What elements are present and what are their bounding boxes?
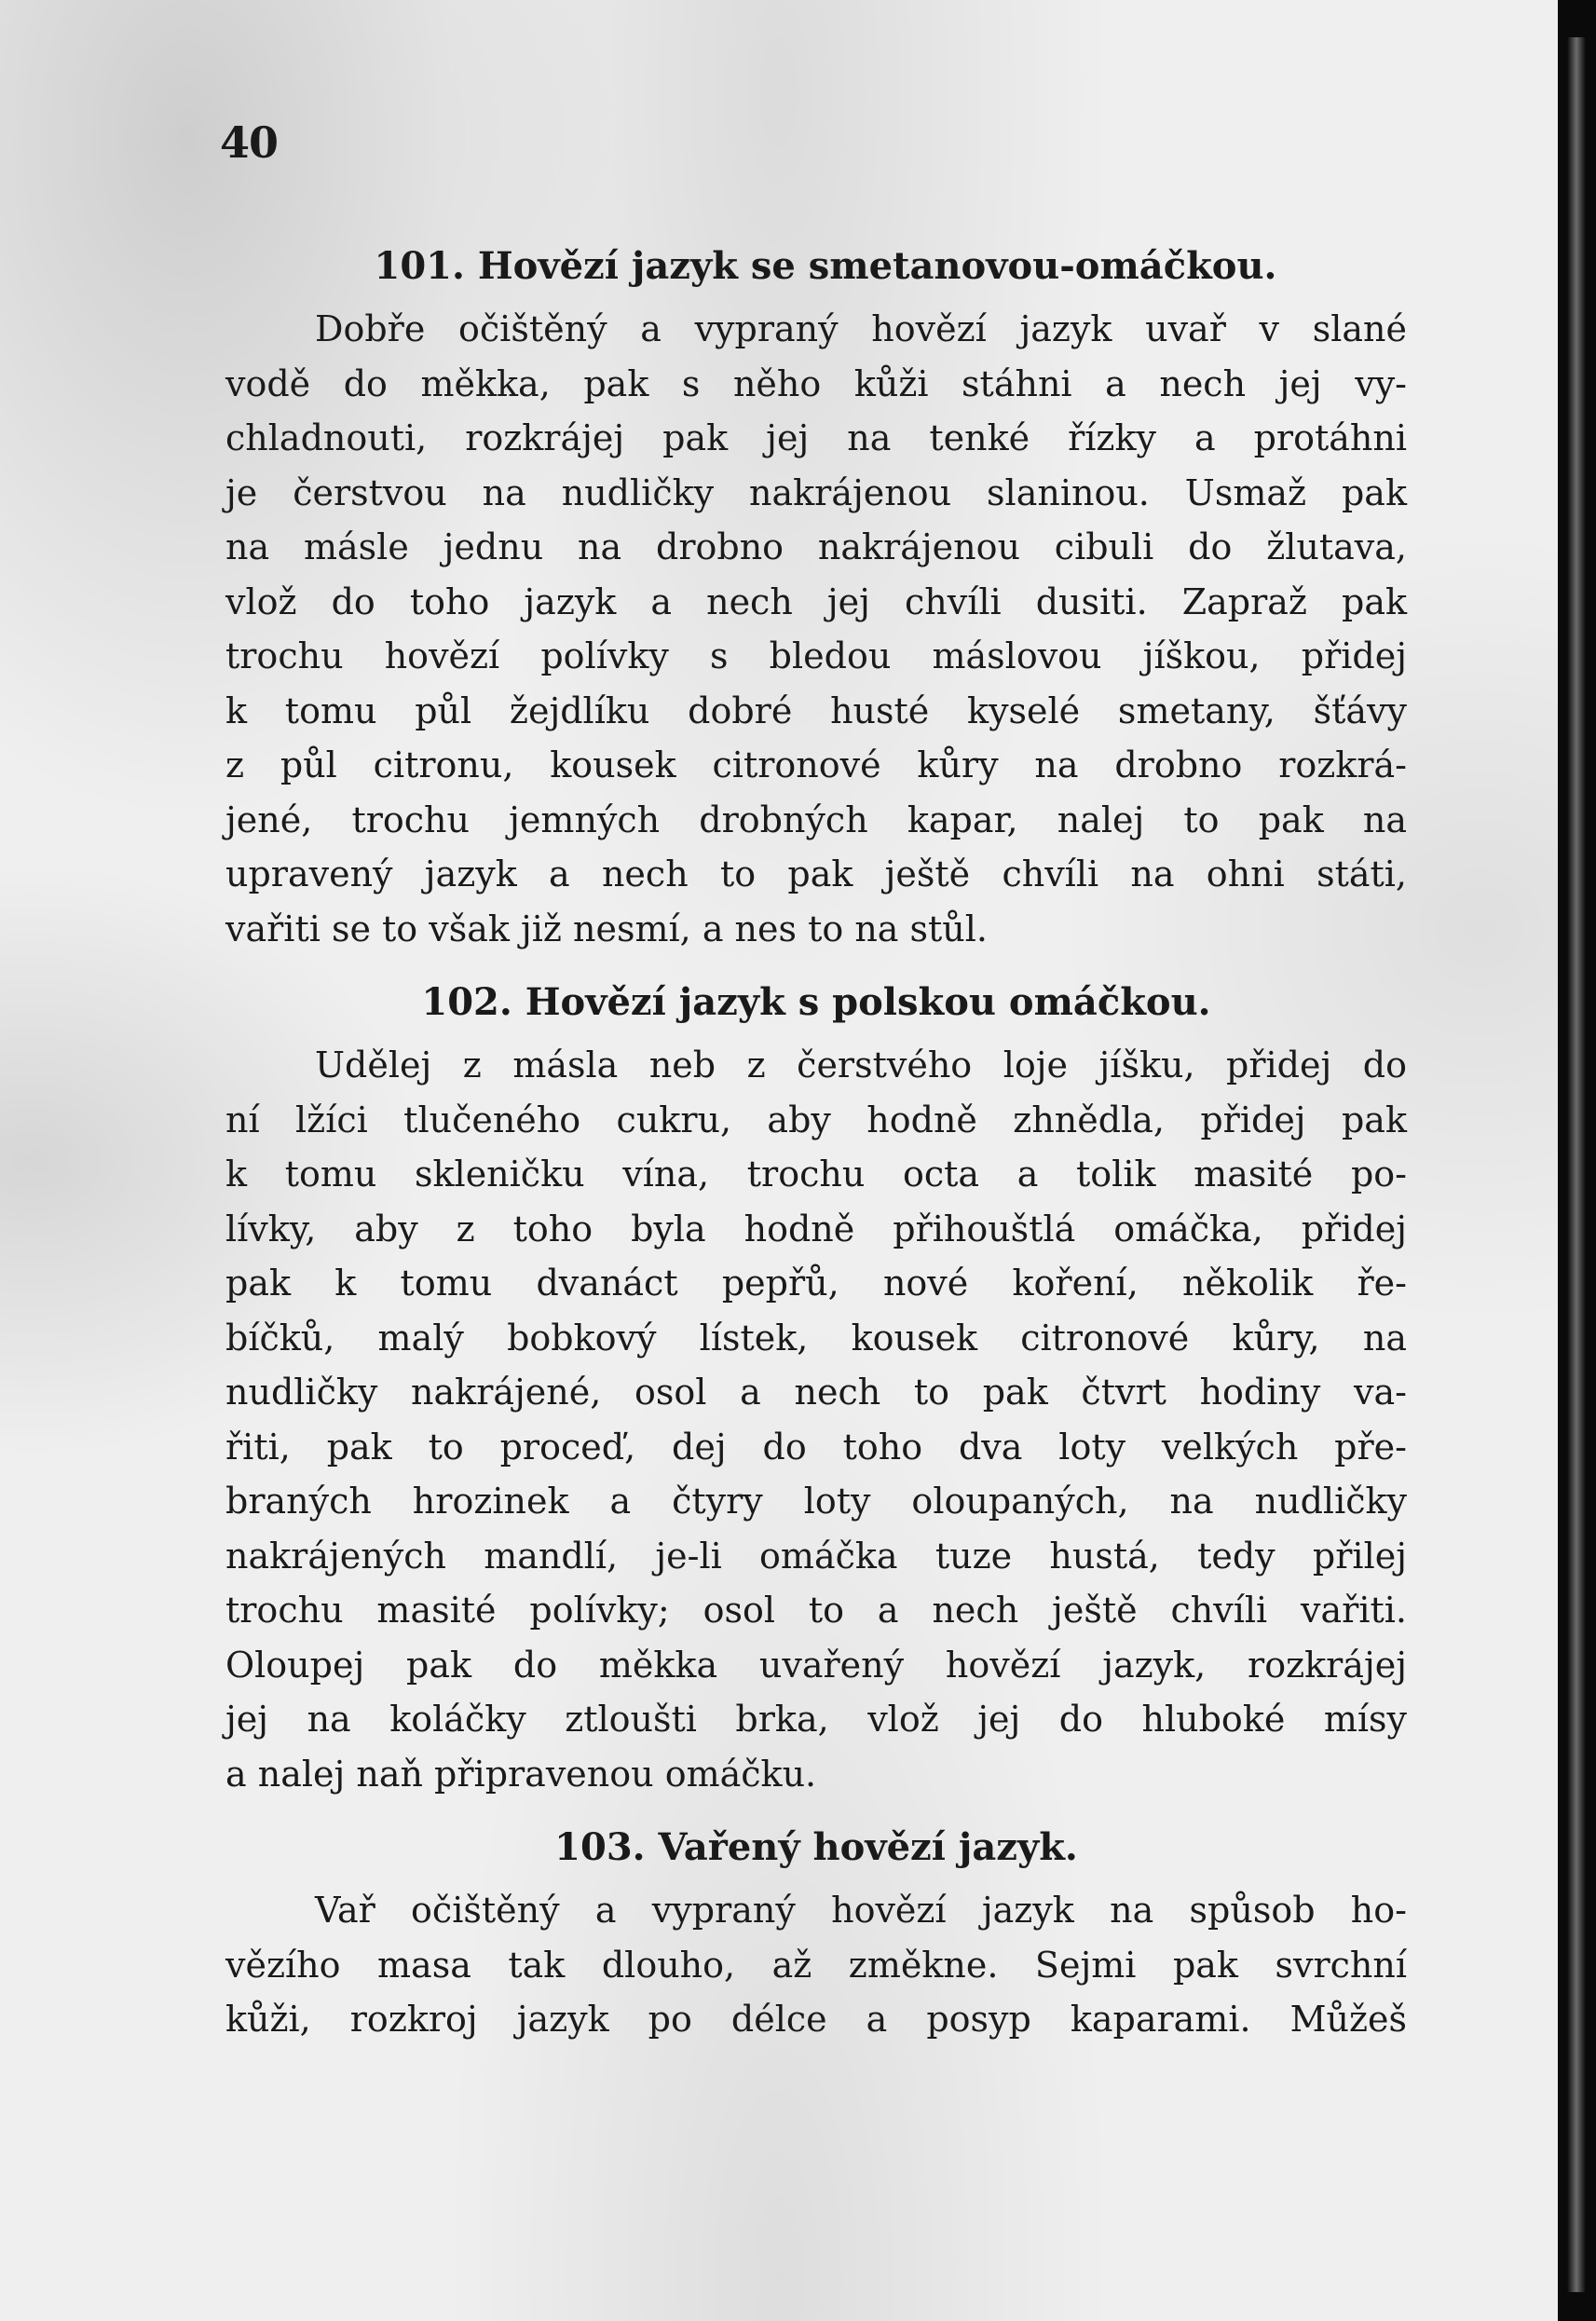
section-heading-101: 101. Hovězí jazyk se smetanovou-omáčkou. xyxy=(374,244,1277,288)
page-text xyxy=(225,239,1407,2047)
text-line: trochu hovězí polívky s bledou máslovou jíškou, přidej xyxy=(225,635,1407,676)
text-line: k tomu půl žejdlíku dobré husté kyselé smetany, šťávy xyxy=(225,689,1407,731)
text-line: na másle jednu na drobno nakrájenou cibuli do žlutava, xyxy=(225,526,1407,567)
text-line: nakrájených mandlí, je-li omáčka tuze hustá, tedy přilej xyxy=(225,1535,1407,1577)
text-line: Oloupej pak do měkka uvařený hovězí jazyk, rozkrájej xyxy=(225,1644,1407,1686)
text-line: ní lžíci tlučeného cukru, aby hodně zhnědla, přidej pak xyxy=(225,1099,1407,1140)
text-line: k tomu skleničku vína, trochu octa a tolik masité po- xyxy=(225,1154,1407,1195)
text-line: Dobře očištěný a vypraný hovězí jazyk uvař v slané xyxy=(315,308,1407,349)
binding-strip xyxy=(1567,37,1586,2292)
text-line: nudličky nakrájené, osol a nech to pak čtvrt hodiny va- xyxy=(225,1372,1407,1413)
text-line: bíčků, malý bobkový lístek, kousek citronové kůry, na xyxy=(225,1317,1407,1358)
text-line: Vař očištěný a vypraný hovězí jazyk na spůsob ho- xyxy=(315,1890,1407,1931)
book-binding-edge xyxy=(1558,0,1596,2321)
text-line: jej na koláčky ztloušti brka, vlož jej do hluboké mísy xyxy=(225,1699,1407,1740)
section-heading-103: 103. Vařený hovězí jazyk. xyxy=(554,1825,1078,1869)
text-line: vodě do měkka, pak s něho kůži stáhni a nech jej vy- xyxy=(225,362,1407,404)
text-line: upravený jazyk a nech to pak ještě chvíli na ohni státi, xyxy=(225,853,1407,894)
text-line: jené, trochu jemných drobných kapar, nalej to pak na xyxy=(225,799,1407,840)
section-heading-102: 102. Hovězí jazyk s polskou omáčkou. xyxy=(421,980,1211,1024)
text-line: vlož do toho jazyk a nech jej chvíli dusiti. Zapraž pak xyxy=(225,580,1407,622)
text-line: trochu masité polívky; osol to a nech ještě chvíli vařiti. xyxy=(225,1590,1407,1631)
page-number: 40 xyxy=(220,117,279,168)
text-line: z půl citronu, kousek citronové kůry na drobno rozkrá- xyxy=(225,744,1407,785)
text-line: a nalej naň připravenou omáčku. xyxy=(225,1753,817,1795)
text-line: lívky, aby z toho byla hodně přihouštlá omáčka, přidej xyxy=(225,1208,1407,1249)
text-line: řiti, pak to proceď, dej do toho dva loty velkých pře- xyxy=(225,1426,1407,1468)
text-line: braných hrozinek a čtyry loty oloupaných, na nudličky xyxy=(225,1481,1407,1522)
text-line: Udělej z másla neb z čerstvého loje jíšku, přidej do xyxy=(315,1044,1407,1085)
text-line: pak k tomu dvanáct pepřů, nové koření, několik ře- xyxy=(225,1263,1407,1304)
text-line: chladnouti, rozkrájej pak jej na tenké řízky a protáhni xyxy=(225,417,1407,458)
text-line: je čerstvou na nudličky nakrájenou slaninou. Usmaž pak xyxy=(225,471,1407,513)
text-line: vařiti se to však již nesmí, a nes to na stůl. xyxy=(225,908,989,949)
text-line: vězího masa tak dlouho, až změkne. Sejmi pak svrchní xyxy=(225,1944,1407,1986)
text-line: kůži, rozkroj jazyk po délce a posyp kaparami. Můžeš xyxy=(225,1999,1407,2040)
